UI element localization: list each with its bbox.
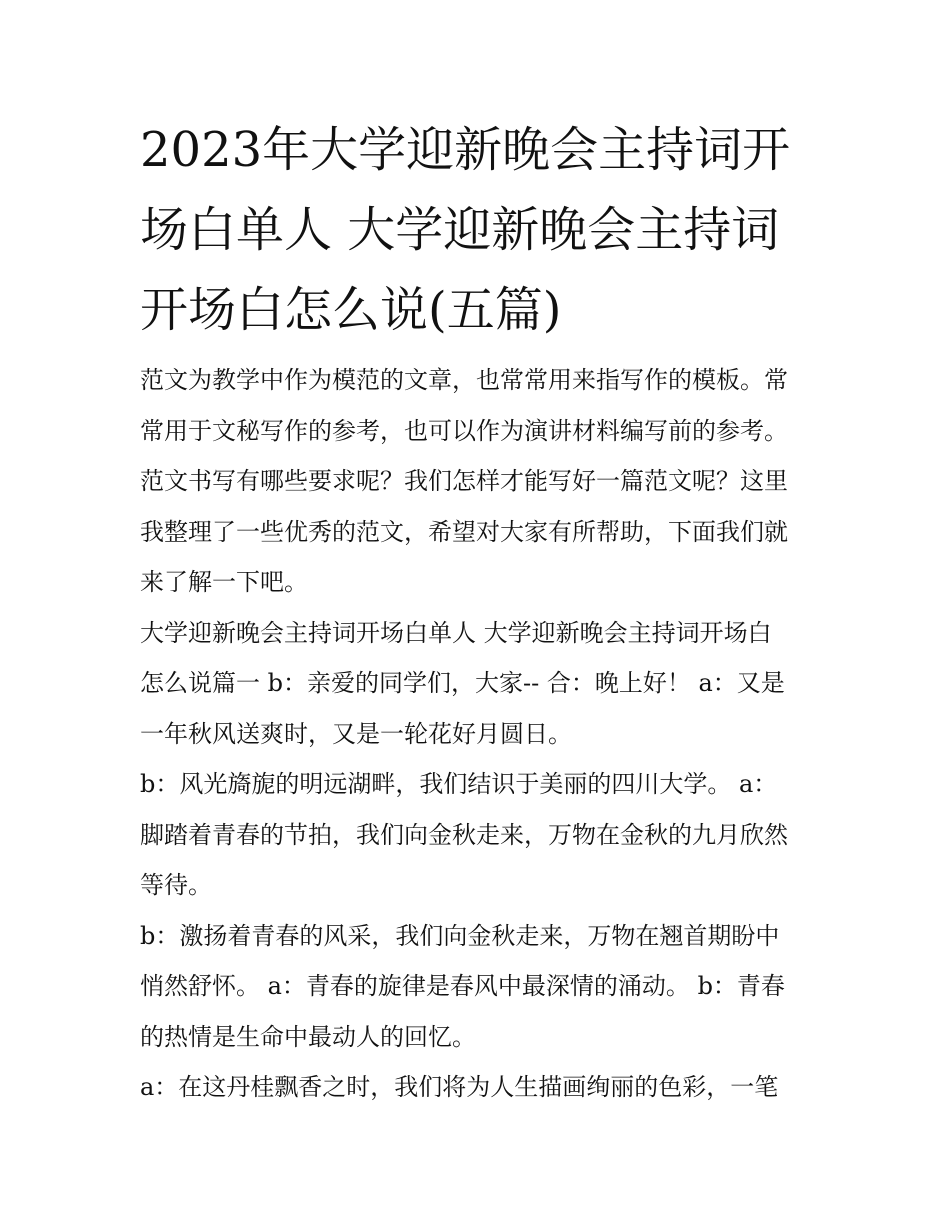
text-line: 脚踏着青春的节拍，我们向金秋走来，万物在金秋的九月欣然: [140, 820, 788, 849]
paragraph-dialogue: [140, 759, 840, 911]
title-line: 开场白怎么说(五篇): [140, 282, 562, 338]
paragraph-intro: [140, 355, 840, 608]
title-line: 2023年大学迎新晚会主持词开: [140, 122, 791, 178]
text-line: b：风光旖旎的明远湖畔，我们结识于美丽的四川大学。 a：: [140, 770, 778, 798]
text-line: 我整理了一些优秀的范文，希望对大家有所帮助，下面我们就: [140, 517, 788, 546]
document-title: [140, 110, 820, 350]
text-line: a：在这丹桂飘香之时，我们将为人生描画绚丽的色彩，一笔: [140, 1073, 779, 1101]
text-line: 范文为教学中作为模范的文章，也常常用来指写作的模板。常: [140, 366, 788, 394]
text-line: b：激扬着青春的风采，我们向金秋走来，万物在翘首期盼中: [140, 921, 780, 950]
text-line: 等待。: [140, 871, 212, 899]
paragraph-section-one: [140, 608, 840, 760]
text-line: 常用于文秘写作的参考，也可以作为演讲材料编写前的参考。: [140, 416, 788, 445]
text-line: 的热情是生命中最动人的回忆。: [140, 1022, 476, 1051]
paragraph-dialogue: [140, 1062, 840, 1113]
document-body: [140, 355, 840, 1113]
text-line: 来了解一下吧。: [140, 568, 308, 596]
text-line: 一年秋风送爽时，又是一轮花好月圆日。: [140, 719, 572, 748]
paragraph-dialogue: [140, 911, 840, 1063]
title-line: 场白单人 大学迎新晚会主持词: [140, 202, 780, 258]
text-line: 范文书写有哪些要求呢？我们怎样才能写好一篇范文呢？这里: [140, 467, 788, 495]
text-line: 悄然舒怀。 a：青春的旋律是春风中最深情的涌动。 b：青春: [140, 972, 785, 1000]
text-line: 怎么说篇一 b：亲爱的同学们，大家-- 合：晚上好！ a：又是: [140, 669, 785, 697]
text-line: 大学迎新晚会主持词开场白单人 大学迎新晚会主持词开场白: [140, 618, 772, 647]
